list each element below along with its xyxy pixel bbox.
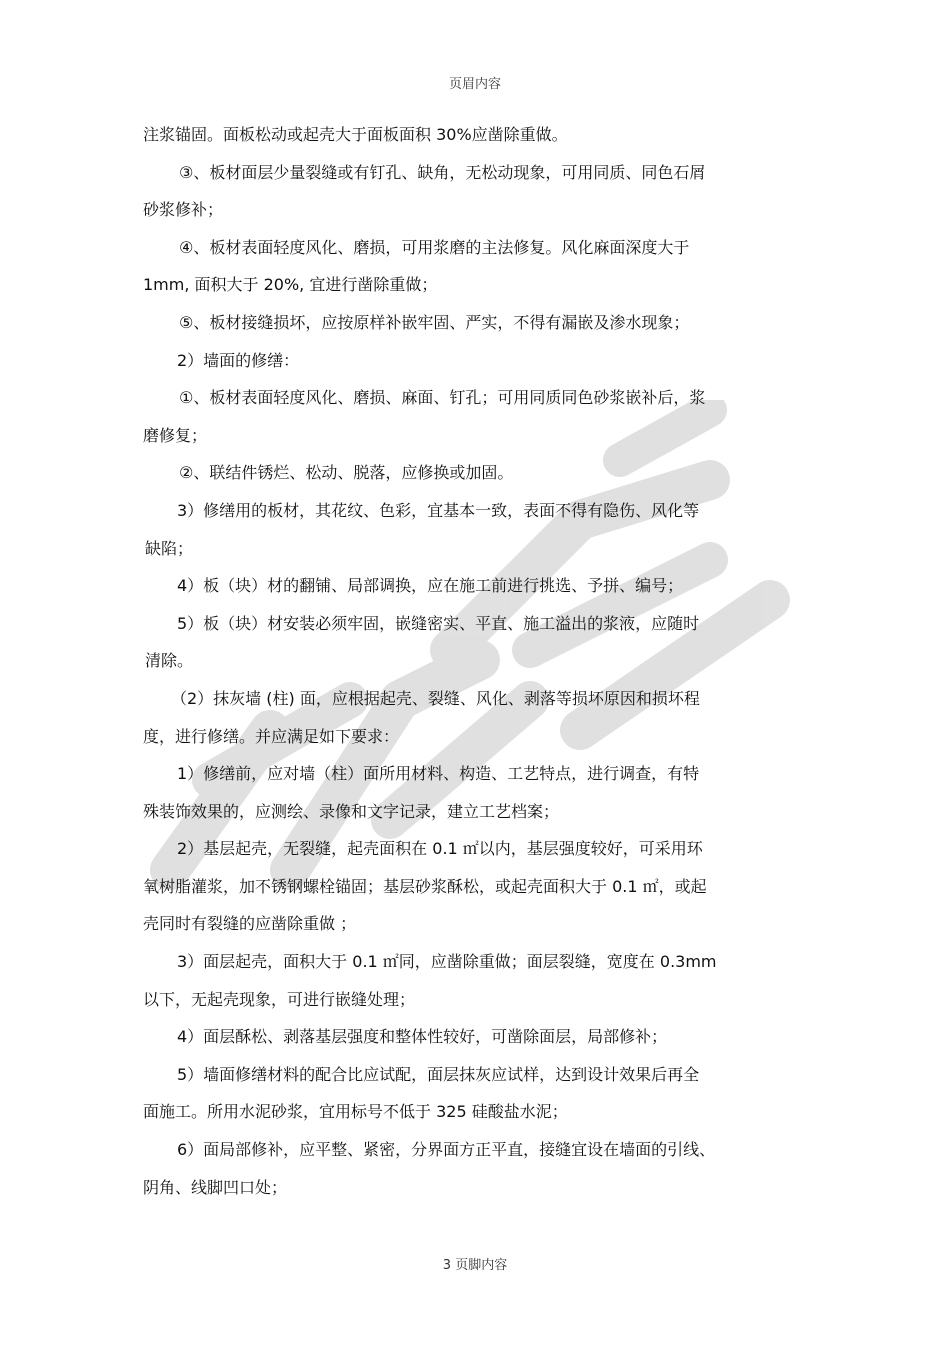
text-line: ②、联结件锈烂、松动、脱落，应修换或加固。: [179, 463, 514, 483]
text-line: 面施工。所用水泥砂浆，宜用标号不低于 325 硅酸盐水泥；: [143, 1102, 568, 1122]
text-line: 4）面层酥松、剥落基层强度和整体性较好，可凿除面层，局部修补；: [177, 1027, 668, 1047]
text-line: 阴角、线脚凹口处；: [143, 1177, 288, 1197]
text-line: ④、板材表面轻度风化、磨损，可用浆磨的主法修复。风化麻面深度大于: [179, 237, 690, 257]
document-body: [143, 122, 823, 1212]
text-line: 1）修缮前，应对墙（柱）面所用材料、构造、工艺特点，进行调查，有特: [177, 764, 700, 784]
text-line: 3）修缮用的板材，其花纹、色彩，宜基本一致，表面不得有隐伤、风化等: [177, 500, 700, 520]
page-footer: 3 页脚内容: [442, 1258, 508, 1273]
text-line: 3）面层起壳，面积大于 0.1 ㎡同，应凿除重做；面层裂缝，宽度在 0.3mm: [177, 952, 717, 972]
text-line: ⑤、板材接缝损坏，应按原样补嵌牢固、严实，不得有漏嵌及渗水现象；: [179, 312, 690, 332]
text-line: 4）板（块）材的翻铺、局部调换，应在施工前进行挑选、予拼、编号；: [177, 576, 684, 596]
text-line: 注浆锚固。面板松动或起壳大于面板面积 30%应凿除重做。: [143, 125, 568, 144]
text-line: 2）基层起壳，无裂缝，起壳面积在 0.1 ㎡以内，基层强度较好，可采用环: [177, 839, 703, 859]
text-line: 殊装饰效果的，应测绘、录像和文字记录，建立工艺档案；: [143, 801, 560, 821]
text-line: 砂浆修补；: [143, 200, 224, 220]
text-line: 磨修复；: [143, 425, 208, 445]
text-line: ③、板材面层少量裂缝或有钉孔、缺角，无松动现象，可用同质、同色石屑: [179, 162, 706, 182]
text-line: 缺陷；: [145, 538, 194, 558]
text-line: ①、板材表面轻度风化、磨损、麻面、钉孔；可用同质同色砂浆嵌补后，浆: [179, 388, 706, 408]
text-line: 5）板（块）材安装必须牢固，嵌缝密实、平直、施工溢出的浆液，应随时: [177, 613, 700, 633]
text-line: 2）墙面的修缮：: [177, 350, 300, 370]
text-line: 度，进行修缮。并应满足如下要求：: [143, 726, 400, 746]
text-line: （2）抹灰墙 (柱) 面，应根据起壳、裂缝、风化、剥落等损坏原因和损坏程: [171, 688, 700, 708]
text-line: 以下，无起壳现象，可进行嵌缝处理；: [143, 989, 416, 1009]
text-line: 6）面局部修补，应平整、紧密，分界面方正平直，接缝宜设在墙面的引线、: [177, 1140, 716, 1160]
text-line: 1mm, 面积大于 20%, 宜进行凿除重做；: [143, 275, 438, 295]
text-line: 壳同时有裂缝的应凿除重做 ；: [143, 914, 357, 934]
text-line: 5）墙面修缮材料的配合比应试配，面层抹灰应试样，达到设计效果后再全: [177, 1064, 700, 1084]
text-line: 氧树脂灌浆，加不锈钢螺栓锚固；基层砂浆酥松，或起壳面积大于 0.1 ㎡，或起: [143, 876, 707, 896]
page-header: 页眉内容: [448, 77, 501, 92]
text-line: 清除。: [145, 651, 194, 671]
